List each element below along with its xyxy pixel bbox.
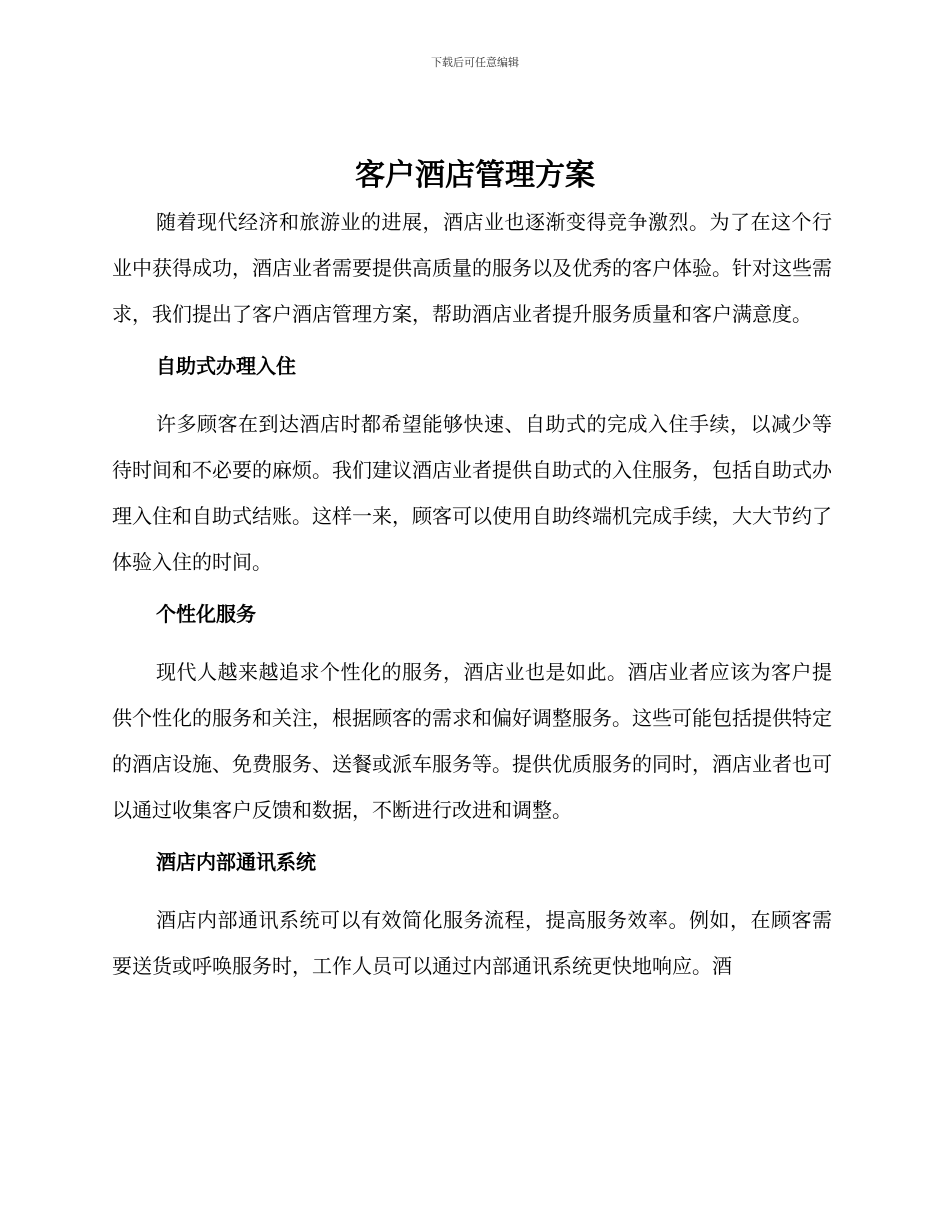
section-body-personalized-service: 现代人越来越追求个性化的服务，酒店业也是如此。酒店业者应该为客户提供个性化的服务和关注，根据顾客的需求和偏好调整服务。这些可能包括提供特定的酒店设施、免费服务、送餐或派车服务等。提供优质服务的同时，酒店业者也可以通过收集客户反馈和数据，不断进行改进和调整。 <box>112 660 832 822</box>
section-heading-personalized-service: 个性化服务 <box>156 602 256 626</box>
section-heading-self-checkin: 自助式办理入住 <box>156 354 296 378</box>
section-body-internal-communication: 酒店内部通讯系统可以有效简化服务流程，提高服务效率。例如，在顾客需要送货或呼唤服务时，工作人员可以通过内部通讯系统更快地响应。酒 <box>112 908 832 978</box>
document-title: 客户酒店管理方案 <box>355 158 595 193</box>
document-body <box>112 199 832 989</box>
page-header-note: 下载后可任意编辑 <box>431 56 519 69</box>
intro-paragraph: 随着现代经济和旅游业的进展，酒店业也逐渐变得竞争激烈。为了在这个行业中获得成功，酒店业者需要提供高质量的服务以及优秀的客户体验。针对这些需求，我们提出了客户酒店管理方案，帮助酒店业者提升服务质量和客户满意度。 <box>112 210 832 326</box>
section-body-self-checkin: 许多顾客在到达酒店时都希望能够快速、自助式的完成入住手续，以减少等待时间和不必要的麻烦。我们建议酒店业者提供自助式的入住服务，包括自助式办理入住和自助式结账。这样一来，顾客可以使用自助终端机完成手续，大大节约了体验入住的时间。 <box>112 412 832 574</box>
section-heading-internal-communication: 酒店内部通讯系统 <box>156 850 316 874</box>
